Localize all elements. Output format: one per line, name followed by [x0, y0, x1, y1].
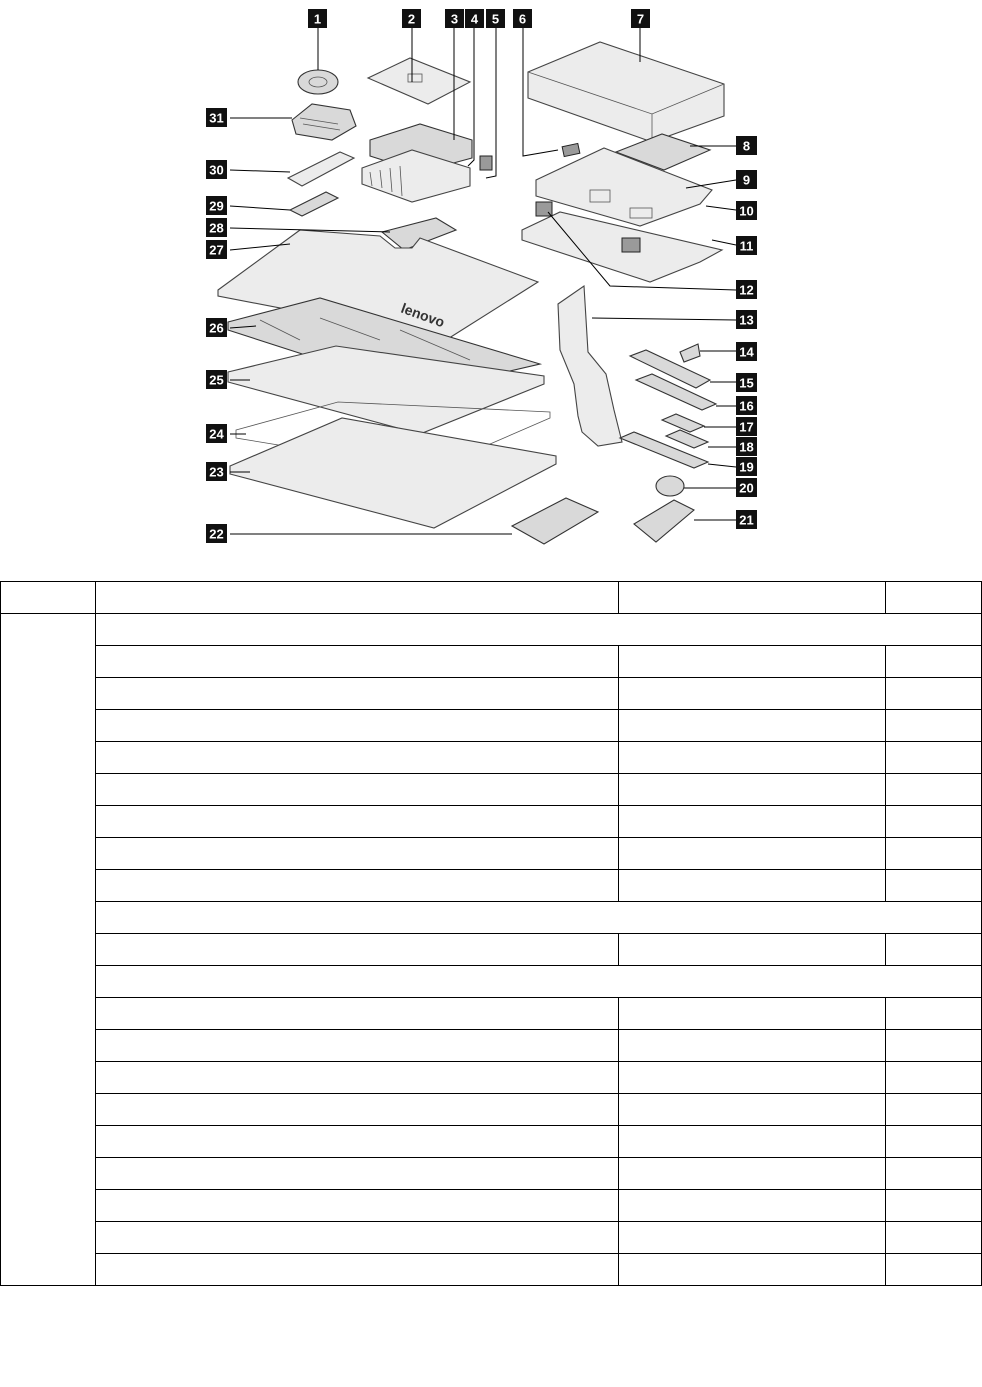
- callout-29: [206, 196, 227, 215]
- svg-text:22: 22: [209, 526, 224, 542]
- svg-text:29: 29: [209, 198, 224, 214]
- svg-text:28: 28: [209, 220, 224, 236]
- type-cell: [886, 646, 982, 678]
- type-cell: [886, 1062, 982, 1094]
- part-number-cell: [619, 998, 886, 1030]
- callout-27: [206, 240, 227, 259]
- callout-6: [513, 9, 532, 28]
- description-cell: [96, 710, 619, 742]
- svg-text:9: 9: [742, 172, 751, 188]
- callout-26: [206, 318, 227, 337]
- type-cell: [886, 1094, 982, 1126]
- table-row: [1, 1126, 982, 1158]
- part-number-cell: [619, 1222, 886, 1254]
- callout-28: [206, 218, 227, 237]
- callout-21: [736, 510, 757, 529]
- table-row: [1, 710, 982, 742]
- table-section-row: [1, 966, 982, 998]
- description-cell: [96, 1030, 619, 1062]
- svg-text:21: 21: [739, 512, 754, 528]
- description-cell: [96, 1126, 619, 1158]
- part-number-cell: [619, 678, 886, 710]
- type-cell: [886, 1030, 982, 1062]
- part-number-cell: [619, 1158, 886, 1190]
- stand: [558, 286, 622, 446]
- cpu: [562, 143, 580, 156]
- callout-10: [736, 201, 757, 220]
- callout-15: [736, 373, 757, 392]
- callout-7: [631, 9, 650, 28]
- svg-text:19: 19: [739, 459, 754, 475]
- svg-text:4: 4: [470, 11, 479, 27]
- type-cell: [886, 1190, 982, 1222]
- part-number-cell: [619, 934, 886, 966]
- table-row: [1, 870, 982, 902]
- svg-text:14: 14: [739, 344, 754, 360]
- type-cell: [886, 870, 982, 902]
- logo-text: lenovo: [398, 299, 447, 331]
- description-cell: [96, 806, 619, 838]
- front-glass: [230, 418, 556, 528]
- callout-3: [445, 9, 464, 28]
- svg-text:25: 25: [209, 372, 224, 388]
- table-row: [1, 1222, 982, 1254]
- description-cell: [96, 678, 619, 710]
- svg-text:13: 13: [739, 312, 754, 328]
- svg-text:31: 31: [209, 110, 224, 126]
- callout-18: [736, 437, 757, 456]
- part-illustrations: [218, 42, 724, 544]
- speaker-right: [622, 238, 640, 252]
- io-board: [288, 152, 354, 186]
- table-row: [1, 742, 982, 774]
- hinge: [680, 344, 700, 362]
- part-number-cell: [619, 774, 886, 806]
- part-number-cell: [619, 1094, 886, 1126]
- section-cell: [96, 902, 982, 934]
- type-cell: [886, 774, 982, 806]
- callout-24: [206, 424, 227, 443]
- svg-text:30: 30: [209, 162, 224, 178]
- section-cell: [96, 966, 982, 998]
- svg-text:2: 2: [407, 11, 416, 27]
- table-section-row: [1, 614, 982, 646]
- description-cell: [96, 1062, 619, 1094]
- svg-text:12: 12: [739, 282, 754, 298]
- parts-table: [0, 581, 982, 1286]
- description-cell: [96, 742, 619, 774]
- coin-battery: [656, 476, 684, 496]
- description-cell: [96, 774, 619, 806]
- parts-table-body: [1, 582, 982, 1286]
- svg-text:10: 10: [739, 203, 754, 219]
- svg-text:23: 23: [209, 464, 224, 480]
- system-board-small: [368, 58, 470, 104]
- description-cell: [96, 1222, 619, 1254]
- part-number-cell: [619, 710, 886, 742]
- table-header-row: [1, 582, 982, 614]
- type-cell: [886, 838, 982, 870]
- exploded-parts-diagram: [0, 0, 982, 560]
- svg-text:16: 16: [739, 398, 754, 414]
- table-row: [1, 1030, 982, 1062]
- table-row: [1, 774, 982, 806]
- callout-1: [308, 9, 327, 28]
- table-row: [1, 934, 982, 966]
- callout-4: [465, 9, 484, 28]
- callout-14: [736, 342, 757, 361]
- callout-30: [206, 160, 227, 179]
- callout-31: [206, 108, 227, 127]
- description-cell: [96, 1158, 619, 1190]
- table-row: [1, 646, 982, 678]
- table-row: [1, 1190, 982, 1222]
- wifi-card: [290, 192, 338, 216]
- description-cell: [96, 998, 619, 1030]
- svg-text:18: 18: [739, 439, 754, 455]
- table-row: [1, 998, 982, 1030]
- callout-22: [206, 524, 227, 543]
- type-cell: [886, 806, 982, 838]
- callout-23: [206, 462, 227, 481]
- table-section-row: [1, 902, 982, 934]
- svg-text:20: 20: [739, 480, 754, 496]
- svg-text:1: 1: [313, 11, 322, 27]
- header-cell-description: [96, 582, 619, 614]
- callout-5: [486, 9, 505, 28]
- table-row: [1, 1158, 982, 1190]
- description-cell: [96, 934, 619, 966]
- small-board-a: [662, 414, 704, 432]
- part-number-cell: [619, 646, 886, 678]
- small-connector: [480, 156, 492, 170]
- table-row: [1, 838, 982, 870]
- type-cell: [886, 1254, 982, 1286]
- svg-text:15: 15: [739, 375, 754, 391]
- type-cell: [886, 710, 982, 742]
- svg-text:5: 5: [491, 11, 500, 27]
- callout-17: [736, 417, 757, 436]
- table-row: [1, 806, 982, 838]
- part-number-cell: [619, 870, 886, 902]
- type-cell: [886, 1126, 982, 1158]
- part-number-cell: [619, 1254, 886, 1286]
- small-board-b: [666, 430, 708, 448]
- callout-20: [736, 478, 757, 497]
- svg-text:26: 26: [209, 320, 224, 336]
- part-number-cell: [619, 742, 886, 774]
- callout-8: [736, 136, 757, 155]
- part-number-cell: [619, 806, 886, 838]
- type-cell: [886, 678, 982, 710]
- callout-16: [736, 396, 757, 415]
- callout-12: [736, 280, 757, 299]
- part-number-cell: [619, 838, 886, 870]
- type-cell: [886, 742, 982, 774]
- part-number-cell: [619, 1190, 886, 1222]
- type-cell: [886, 934, 982, 966]
- svg-text:8: 8: [742, 138, 751, 154]
- part-number-cell: [619, 1030, 886, 1062]
- svg-text:11: 11: [739, 238, 754, 254]
- callout-9: [736, 170, 757, 189]
- svg-text:27: 27: [209, 242, 224, 258]
- svg-text:24: 24: [209, 426, 224, 442]
- optical-drive: [528, 42, 724, 142]
- svg-text:7: 7: [636, 11, 645, 27]
- description-cell: [96, 1190, 619, 1222]
- tv-tuner-card: [634, 500, 694, 542]
- header-cell-index: [1, 582, 96, 614]
- callout-2: [402, 9, 421, 28]
- table-row: [1, 1254, 982, 1286]
- index-cell: [1, 614, 96, 1286]
- description-cell: [96, 1254, 619, 1286]
- type-cell: [886, 1222, 982, 1254]
- table-row: [1, 678, 982, 710]
- section-cell: [96, 614, 982, 646]
- part-number-cell: [619, 1126, 886, 1158]
- memory-card: [512, 498, 598, 544]
- header-cell-type: [886, 582, 982, 614]
- type-cell: [886, 1158, 982, 1190]
- part-number-cell: [619, 1062, 886, 1094]
- table-row: [1, 1094, 982, 1126]
- header-cell-part-number: [619, 582, 886, 614]
- table-row: [1, 1062, 982, 1094]
- description-cell: [96, 838, 619, 870]
- description-cell: [96, 1094, 619, 1126]
- description-cell: [96, 646, 619, 678]
- type-cell: [886, 998, 982, 1030]
- description-cell: [96, 870, 619, 902]
- callout-19: [736, 457, 757, 476]
- callout-11: [736, 236, 757, 255]
- svg-text:6: 6: [518, 11, 527, 27]
- callout-13: [736, 310, 757, 329]
- callout-25: [206, 370, 227, 389]
- svg-text:17: 17: [739, 419, 754, 435]
- svg-text:3: 3: [450, 11, 459, 27]
- fan: [298, 70, 338, 94]
